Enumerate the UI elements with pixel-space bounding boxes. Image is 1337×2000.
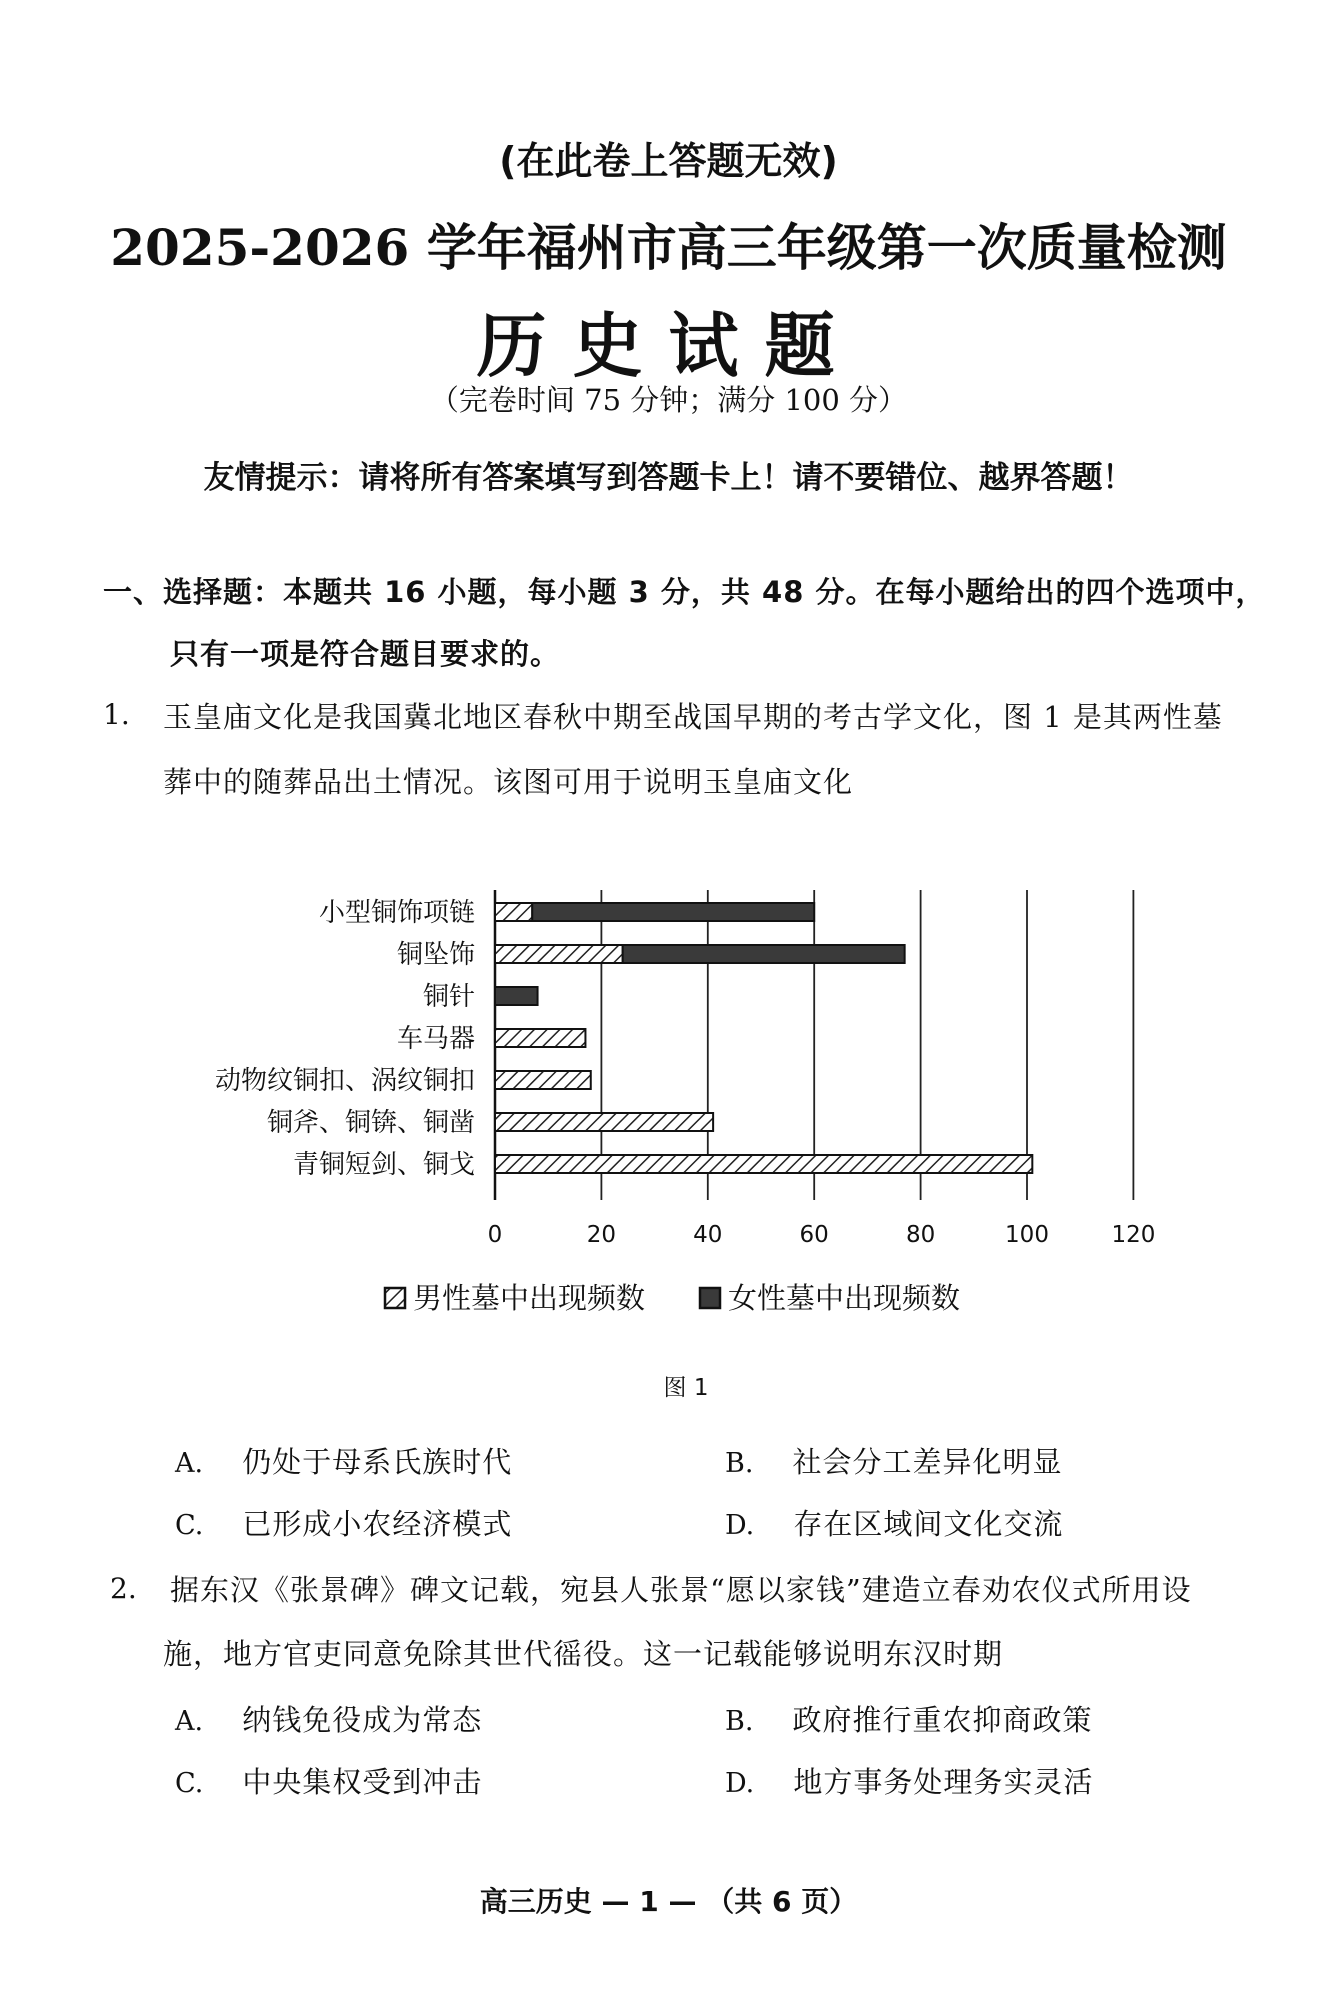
category-label: 铜斧、铜锛、铜凿	[266, 1108, 475, 1138]
option-letter: A.	[175, 1706, 204, 1737]
page-footer: 高三历史 — 1 — （共 6 页）	[479, 1885, 858, 1918]
option-text: 已形成小农经济模式	[242, 1507, 513, 1541]
question-2-option-b[interactable]	[725, 1698, 1093, 1739]
exam-title: 2025-2026 学年福州市高三年级第一次质量检测	[110, 218, 1227, 277]
option-letter: C.	[175, 1768, 204, 1799]
question-1-stem-continued: 葬中的随葬品出土情况。该图可用于说明玉皇庙文化	[163, 765, 854, 799]
bar-female	[532, 903, 814, 921]
question-1-option-a[interactable]	[175, 1440, 512, 1481]
option-text: 中央集权受到冲击	[242, 1765, 483, 1799]
bar-male	[495, 1155, 1032, 1173]
question-2-stem-continued: 施，地方官吏同意免除其世代徭役。这一记载能够说明东汉时期	[163, 1637, 1004, 1671]
subject-title: 历史试题	[476, 305, 861, 387]
x-tick-label: 20	[586, 1222, 617, 1248]
option-letter: B.	[725, 1706, 754, 1737]
x-axis-ticks	[488, 1222, 1156, 1248]
bar-male	[495, 945, 623, 963]
question-2-option-a[interactable]	[175, 1698, 482, 1739]
legend-swatch-male	[385, 1288, 405, 1308]
question-1-stem: 玉皇庙文化是我国冀北地区春秋中期至战国早期的考古学文化，图 1 是其两性墓	[163, 700, 1223, 734]
question-1-option-d[interactable]	[725, 1502, 1063, 1543]
bar-male	[495, 1029, 585, 1047]
legend-label-female: 女性墓中出现频数	[728, 1281, 961, 1315]
bar-female	[495, 987, 538, 1005]
question-1-option-c[interactable]	[175, 1502, 512, 1543]
reminder: 友情提示：请将所有答案填写到答题卡上！请不要错位、越界答题！	[203, 460, 1134, 496]
section-heading-continued: 只有一项是符合题目要求的。	[170, 637, 561, 671]
chart-bars	[495, 903, 1032, 1173]
question-2-number: 2.	[110, 1572, 137, 1605]
bar-female	[623, 945, 905, 963]
notice: (在此卷上答题无效)	[499, 139, 838, 183]
category-label: 青铜短剑、铜戈	[292, 1150, 475, 1180]
option-letter: B.	[725, 1448, 754, 1479]
chart-legend	[385, 1281, 960, 1315]
option-letter: D.	[725, 1510, 755, 1541]
figure-caption: 图 1	[663, 1375, 709, 1401]
x-tick-label: 100	[1005, 1222, 1049, 1248]
bar-male	[495, 903, 532, 921]
bar-male	[495, 1071, 591, 1089]
option-letter: A.	[175, 1448, 204, 1479]
option-text: 社会分工差异化明显	[792, 1445, 1063, 1479]
legend-label-male: 男性墓中出现频数	[413, 1281, 646, 1315]
option-letter: D.	[725, 1768, 755, 1799]
x-tick-label: 0	[487, 1222, 503, 1248]
chart-gridlines	[495, 890, 1133, 1200]
x-tick-label: 60	[799, 1222, 829, 1248]
category-label: 铜坠饰	[396, 940, 475, 970]
option-text: 仍处于母系氏族时代	[242, 1445, 513, 1479]
x-tick-label: 80	[905, 1222, 936, 1248]
option-text: 存在区域间文化交流	[793, 1507, 1064, 1541]
section-heading: 一、选择题：本题共 16 小题，每小题 3 分，共 48 分。在每小题给出的四个选项中，	[103, 575, 1266, 609]
question-2-option-c[interactable]	[175, 1760, 482, 1801]
legend-swatch-female	[700, 1288, 720, 1308]
question-1-option-b[interactable]	[725, 1440, 1063, 1481]
time-info: （完卷时间 75 分钟；满分 100 分）	[429, 383, 908, 417]
question-1-number: 1.	[103, 698, 130, 731]
bar-male	[495, 1113, 713, 1131]
category-labels	[215, 898, 475, 1180]
question-2-stem: 据东汉《张景碑》碑文记载，宛县人张景“愿以家钱”建造立春劝农仪式所用设	[170, 1573, 1192, 1607]
figure-1-bar-chart	[0, 850, 1337, 1410]
category-label: 铜针	[422, 982, 475, 1012]
x-tick-label: 120	[1111, 1222, 1156, 1248]
category-label: 动物纹铜扣、涡纹铜扣	[214, 1066, 475, 1096]
option-text: 纳钱免役成为常态	[242, 1703, 483, 1737]
category-label: 小型铜饰项链	[318, 898, 475, 928]
x-tick-label: 40	[693, 1222, 723, 1248]
option-text: 政府推行重农抑商政策	[792, 1703, 1093, 1737]
category-label: 车马器	[396, 1024, 475, 1054]
question-2-option-d[interactable]	[725, 1760, 1093, 1801]
option-text: 地方事务处理务实灵活	[793, 1765, 1094, 1799]
option-letter: C.	[175, 1510, 204, 1541]
